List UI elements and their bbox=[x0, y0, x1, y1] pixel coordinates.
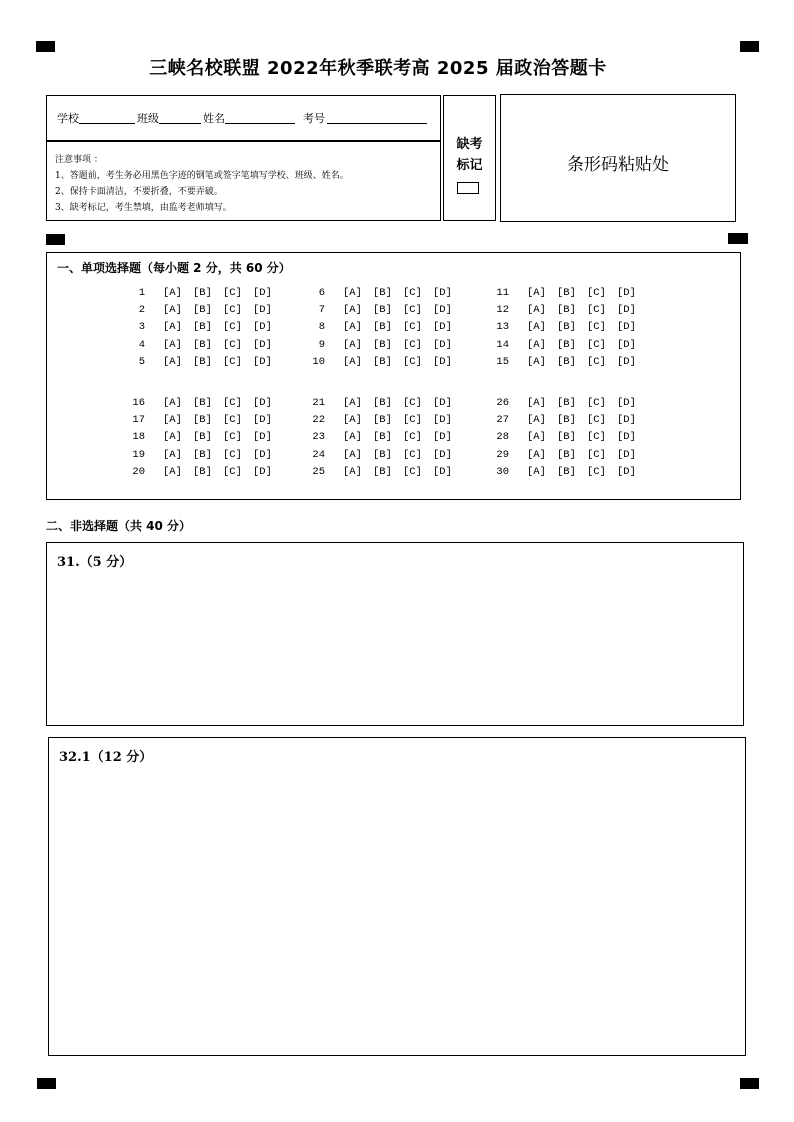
school-line bbox=[79, 113, 135, 124]
section1-title: 一、单项选择题（每小题 2 分，共 60 分） bbox=[57, 261, 291, 275]
answer-option-a[interactable]: [A] bbox=[163, 287, 182, 299]
question-row bbox=[493, 321, 653, 335]
answer-option-a[interactable]: [A] bbox=[163, 448, 182, 461]
answer-option-c[interactable]: [C] bbox=[587, 321, 606, 334]
answer-option-a[interactable]: [A] bbox=[163, 355, 182, 368]
answer-option-d[interactable]: [D] bbox=[433, 304, 452, 317]
answer-option-a[interactable]: [A] bbox=[343, 465, 362, 478]
question-row bbox=[129, 414, 289, 428]
exam-no-label: 考号 bbox=[303, 112, 325, 125]
question-row bbox=[309, 356, 469, 370]
answer-option-b[interactable]: [B] bbox=[373, 287, 392, 299]
answer-option-d[interactable]: [D] bbox=[617, 431, 636, 444]
question-number: 25 bbox=[312, 465, 325, 478]
answer-option-c[interactable]: [C] bbox=[223, 397, 242, 409]
question-number: 12 bbox=[496, 304, 509, 317]
class-label: 班级 bbox=[137, 112, 159, 125]
answer-option-d[interactable]: [D] bbox=[253, 355, 272, 368]
registration-mark-top-left bbox=[36, 41, 55, 52]
answer-option-d[interactable]: [D] bbox=[617, 304, 636, 317]
exam-no-field[interactable] bbox=[303, 110, 429, 126]
answer-option-c[interactable]: [C] bbox=[223, 304, 242, 317]
answer-option-b[interactable]: [B] bbox=[193, 397, 212, 409]
question-row bbox=[493, 287, 653, 301]
multiple-choice-section bbox=[46, 252, 741, 500]
answer-option-d[interactable]: [D] bbox=[617, 448, 636, 461]
question-row bbox=[493, 449, 653, 463]
question-number: 27 bbox=[496, 414, 509, 427]
registration-mark-mid-right bbox=[728, 233, 748, 244]
answer-option-b[interactable]: [B] bbox=[193, 321, 212, 334]
answer-option-a[interactable]: [A] bbox=[163, 338, 182, 351]
question-row bbox=[493, 339, 653, 353]
question-row bbox=[309, 449, 469, 463]
answer-option-c[interactable]: [C] bbox=[587, 465, 606, 478]
question-number: 10 bbox=[312, 355, 325, 368]
answer-option-b[interactable]: [B] bbox=[373, 448, 392, 461]
question-number: 22 bbox=[312, 414, 325, 427]
question-number: 28 bbox=[496, 431, 509, 444]
name-line bbox=[225, 113, 295, 124]
answer-option-b[interactable]: [B] bbox=[193, 448, 212, 461]
answer-option-a[interactable]: [A] bbox=[343, 304, 362, 317]
answer-option-b[interactable]: [B] bbox=[373, 465, 392, 478]
absent-label bbox=[444, 134, 495, 176]
answer-option-b[interactable]: [B] bbox=[373, 414, 392, 427]
question-row bbox=[129, 321, 289, 335]
answer-option-a[interactable]: [A] bbox=[163, 397, 182, 409]
answer-option-b[interactable]: [B] bbox=[373, 355, 392, 368]
absent-checkbox[interactable] bbox=[457, 182, 479, 194]
answer-option-a[interactable]: [A] bbox=[527, 321, 546, 334]
answer-option-d[interactable]: [D] bbox=[617, 355, 636, 368]
question-row bbox=[309, 466, 469, 480]
registration-mark-bottom-left bbox=[37, 1078, 56, 1089]
answer-option-c[interactable]: [C] bbox=[403, 338, 422, 351]
question-number: 3 bbox=[138, 321, 145, 334]
answer-option-b[interactable]: [B] bbox=[557, 321, 576, 334]
answer-option-a[interactable]: [A] bbox=[163, 465, 182, 478]
question-row bbox=[309, 414, 469, 428]
question-number: 16 bbox=[132, 397, 145, 409]
question-number: 9 bbox=[318, 338, 325, 351]
barcode-area bbox=[500, 94, 736, 222]
answer-option-d[interactable]: [D] bbox=[617, 414, 636, 427]
question-row bbox=[309, 321, 469, 335]
school-label: 学校 bbox=[57, 112, 79, 125]
answer-option-c[interactable]: [C] bbox=[403, 321, 422, 334]
answer-option-a[interactable]: [A] bbox=[343, 448, 362, 461]
answer-option-a[interactable]: [A] bbox=[163, 304, 182, 317]
absent-label-line2: 标记 bbox=[456, 158, 483, 173]
answer-option-c[interactable]: [C] bbox=[223, 338, 242, 351]
question-row bbox=[129, 304, 289, 318]
question-number: 18 bbox=[132, 431, 145, 444]
answer-option-b[interactable]: [B] bbox=[557, 414, 576, 427]
answer-option-a[interactable]: [A] bbox=[527, 355, 546, 368]
student-info-box bbox=[46, 95, 441, 221]
question-31-label: 31.（5 分） bbox=[57, 555, 133, 570]
question-row bbox=[129, 356, 289, 370]
answer-option-a[interactable]: [A] bbox=[343, 431, 362, 444]
answer-option-c[interactable]: [C] bbox=[223, 287, 242, 299]
answer-option-d[interactable]: [D] bbox=[617, 338, 636, 351]
answer-option-c[interactable]: [C] bbox=[403, 355, 422, 368]
answer-option-c[interactable]: [C] bbox=[587, 304, 606, 317]
answer-option-a[interactable]: [A] bbox=[527, 338, 546, 351]
notes-item: 1、答题前，考生务必用黑色字迹的钢笔或签字笔填写学校、班级、姓名。 bbox=[55, 171, 349, 181]
answer-option-d[interactable]: [D] bbox=[433, 338, 452, 351]
answer-option-c[interactable]: [C] bbox=[223, 414, 242, 427]
answer-option-c[interactable]: [C] bbox=[587, 448, 606, 461]
question-row bbox=[493, 414, 653, 428]
registration-mark-mid-left bbox=[46, 234, 65, 245]
answer-option-a[interactable]: [A] bbox=[527, 304, 546, 317]
answer-option-c[interactable]: [C] bbox=[587, 338, 606, 351]
answer-option-b[interactable]: [B] bbox=[557, 338, 576, 351]
answer-option-a[interactable]: [A] bbox=[343, 397, 362, 409]
question-row bbox=[309, 287, 469, 301]
answer-option-a[interactable]: [A] bbox=[527, 431, 546, 444]
question-number: 21 bbox=[312, 397, 325, 409]
answer-option-a[interactable]: [A] bbox=[163, 431, 182, 444]
question-row bbox=[129, 397, 289, 411]
school-field[interactable] bbox=[57, 110, 137, 126]
absent-label-line1: 缺考 bbox=[456, 137, 483, 152]
answer-option-a[interactable]: [A] bbox=[163, 414, 182, 427]
answer-option-d[interactable]: [D] bbox=[433, 465, 452, 478]
answer-option-d[interactable]: [D] bbox=[617, 321, 636, 334]
question-number: 20 bbox=[132, 465, 145, 478]
answer-option-a[interactable]: [A] bbox=[343, 355, 362, 368]
question-row bbox=[493, 397, 653, 411]
answer-option-b[interactable]: [B] bbox=[557, 431, 576, 444]
answer-option-c[interactable]: [C] bbox=[403, 431, 422, 444]
answer-option-b[interactable]: [B] bbox=[373, 304, 392, 317]
answer-option-d[interactable]: [D] bbox=[433, 414, 452, 427]
answer-option-a[interactable]: [A] bbox=[343, 414, 362, 427]
question-number: 1 bbox=[138, 287, 145, 299]
answer-option-a[interactable]: [A] bbox=[527, 397, 546, 409]
answer-option-c[interactable]: [C] bbox=[587, 287, 606, 299]
question-row bbox=[129, 466, 289, 480]
answer-option-c[interactable]: [C] bbox=[403, 465, 422, 478]
question-row bbox=[309, 397, 469, 411]
answer-option-d[interactable]: [D] bbox=[253, 414, 272, 427]
answer-option-d[interactable]: [D] bbox=[253, 287, 272, 299]
answer-option-b[interactable]: [B] bbox=[373, 431, 392, 444]
question-row bbox=[309, 431, 469, 445]
notes-item: 2、保持卡面清洁，不要折叠，不要弄破。 bbox=[55, 187, 223, 197]
question-32-answer-box[interactable] bbox=[48, 737, 746, 1056]
exam-no-line bbox=[327, 113, 427, 124]
question-number: 13 bbox=[496, 321, 509, 334]
question-number: 2 bbox=[138, 304, 145, 317]
notes-item: 3、缺考标记，考生禁填，由监考老师填写。 bbox=[55, 203, 232, 213]
answer-option-b[interactable]: [B] bbox=[193, 304, 212, 317]
answer-option-d[interactable]: [D] bbox=[253, 397, 272, 409]
answer-option-d[interactable]: [D] bbox=[253, 321, 272, 334]
answer-option-d[interactable]: [D] bbox=[253, 448, 272, 461]
question-row bbox=[493, 466, 653, 480]
question-row bbox=[493, 304, 653, 318]
answer-option-c[interactable]: [C] bbox=[587, 397, 606, 409]
question-row bbox=[129, 339, 289, 353]
answer-option-c[interactable]: [C] bbox=[223, 321, 242, 334]
answer-option-c[interactable]: [C] bbox=[403, 304, 422, 317]
answer-option-c[interactable]: [C] bbox=[587, 414, 606, 427]
question-31-answer-box[interactable] bbox=[46, 542, 744, 726]
name-label: 姓名 bbox=[203, 112, 225, 125]
answer-option-c[interactable]: [C] bbox=[223, 448, 242, 461]
answer-option-b[interactable]: [B] bbox=[557, 448, 576, 461]
barcode-label: 条形码粘贴处 bbox=[567, 155, 669, 175]
answer-option-d[interactable]: [D] bbox=[433, 448, 452, 461]
answer-option-d[interactable]: [D] bbox=[253, 431, 272, 444]
question-row bbox=[309, 339, 469, 353]
name-field[interactable] bbox=[203, 110, 303, 126]
question-number: 5 bbox=[138, 355, 145, 368]
question-row bbox=[129, 449, 289, 463]
answer-option-d[interactable]: [D] bbox=[433, 321, 452, 334]
answer-option-a[interactable]: [A] bbox=[527, 448, 546, 461]
answer-option-a[interactable]: [A] bbox=[527, 414, 546, 427]
question-number: 30 bbox=[496, 465, 509, 478]
answer-option-b[interactable]: [B] bbox=[193, 465, 212, 478]
answer-option-d[interactable]: [D] bbox=[253, 465, 272, 478]
question-number: 7 bbox=[318, 304, 325, 317]
answer-option-c[interactable]: [C] bbox=[223, 465, 242, 478]
question-row bbox=[493, 356, 653, 370]
question-number: 4 bbox=[138, 338, 145, 351]
question-number: 15 bbox=[496, 355, 509, 368]
answer-option-a[interactable]: [A] bbox=[343, 321, 362, 334]
answer-option-b[interactable]: [B] bbox=[373, 321, 392, 334]
answer-option-d[interactable]: [D] bbox=[433, 397, 452, 409]
student-info-row bbox=[47, 96, 440, 142]
question-number: 29 bbox=[496, 448, 509, 461]
answer-option-a[interactable]: [A] bbox=[527, 465, 546, 478]
answer-option-d[interactable]: [D] bbox=[433, 287, 452, 299]
answer-option-b[interactable]: [B] bbox=[373, 338, 392, 351]
answer-option-d[interactable]: [D] bbox=[253, 338, 272, 351]
answer-option-b[interactable]: [B] bbox=[193, 355, 212, 368]
answer-option-b[interactable]: [B] bbox=[557, 304, 576, 317]
answer-option-b[interactable]: [B] bbox=[193, 431, 212, 444]
absent-mark-box bbox=[443, 95, 496, 221]
answer-option-c[interactable]: [C] bbox=[403, 287, 422, 299]
class-line bbox=[159, 113, 201, 124]
answer-option-c[interactable]: [C] bbox=[403, 397, 422, 409]
question-number: 23 bbox=[312, 431, 325, 444]
answer-option-d[interactable]: [D] bbox=[433, 431, 452, 444]
answer-option-a[interactable]: [A] bbox=[343, 287, 362, 299]
answer-option-b[interactable]: [B] bbox=[557, 287, 576, 299]
answer-option-c[interactable]: [C] bbox=[587, 355, 606, 368]
question-number: 19 bbox=[132, 448, 145, 461]
section2-title: 二、非选择题（共 40 分） bbox=[46, 519, 192, 533]
answer-option-c[interactable]: [C] bbox=[223, 355, 242, 368]
registration-mark-top-right bbox=[740, 41, 759, 52]
question-number: 8 bbox=[318, 321, 325, 334]
answer-option-b[interactable]: [B] bbox=[193, 338, 212, 351]
question-row bbox=[129, 287, 289, 301]
question-row bbox=[309, 304, 469, 318]
answer-option-a[interactable]: [A] bbox=[163, 321, 182, 334]
answer-option-b[interactable]: [B] bbox=[557, 397, 576, 409]
question-row bbox=[129, 431, 289, 445]
answer-option-d[interactable]: [D] bbox=[433, 355, 452, 368]
notes-heading: 注意事项 ： bbox=[55, 155, 103, 165]
question-number: 17 bbox=[132, 414, 145, 427]
answer-option-c[interactable]: [C] bbox=[403, 414, 422, 427]
answer-option-d[interactable]: [D] bbox=[617, 465, 636, 478]
page-title: 三峡名校联盟 2022年秋季联考高 2025 届政治答题卡 bbox=[149, 58, 607, 79]
answer-option-d[interactable]: [D] bbox=[617, 287, 636, 299]
answer-option-a[interactable]: [A] bbox=[343, 338, 362, 351]
answer-option-b[interactable]: [B] bbox=[557, 355, 576, 368]
question-row bbox=[493, 431, 653, 445]
answer-option-d[interactable]: [D] bbox=[253, 304, 272, 317]
answer-option-b[interactable]: [B] bbox=[193, 287, 212, 299]
question-number: 11 bbox=[496, 287, 509, 299]
answer-option-b[interactable]: [B] bbox=[557, 465, 576, 478]
answer-option-b[interactable]: [B] bbox=[193, 414, 212, 427]
question-number: 24 bbox=[312, 448, 325, 461]
answer-option-b[interactable]: [B] bbox=[373, 397, 392, 409]
notes bbox=[55, 152, 349, 216]
registration-mark-bottom-right bbox=[740, 1078, 759, 1089]
answer-option-c[interactable]: [C] bbox=[223, 431, 242, 444]
answer-option-c[interactable]: [C] bbox=[403, 448, 422, 461]
answer-option-a[interactable]: [A] bbox=[527, 287, 546, 299]
question-number: 14 bbox=[496, 338, 509, 351]
class-field[interactable] bbox=[137, 110, 203, 126]
answer-option-c[interactable]: [C] bbox=[587, 431, 606, 444]
answer-option-d[interactable]: [D] bbox=[617, 397, 636, 409]
question-number: 26 bbox=[496, 397, 509, 409]
question-number: 6 bbox=[318, 287, 325, 299]
question-32-label: 32.1（12 分） bbox=[59, 750, 153, 765]
